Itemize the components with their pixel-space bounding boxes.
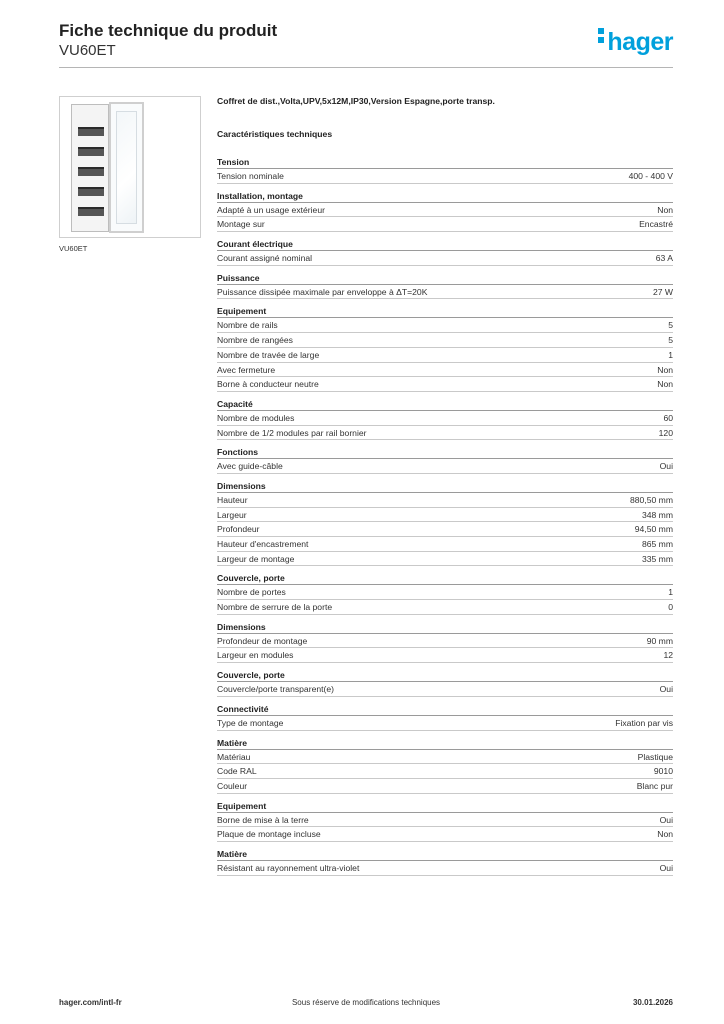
spec-value: 94,50 mm [634, 524, 673, 535]
spec-value: Oui [659, 814, 673, 825]
page-title: Fiche technique du produit [59, 21, 278, 40]
spec-value: 5 [668, 335, 673, 346]
spec-group-title: Matière [217, 737, 673, 750]
spec-group [217, 190, 673, 232]
spec-label: Nombre de rails [217, 320, 278, 331]
section-heading: Caractéristiques techniques [217, 129, 333, 139]
spec-label: Nombre de serrure de la porte [217, 602, 333, 613]
spec-value: Oui [659, 461, 673, 472]
spec-label: Hauteur d'encastrement [217, 539, 309, 549]
spec-row [217, 600, 673, 615]
spec-group-title: Couvercle, porte [217, 572, 673, 585]
spec-label: Largeur [217, 509, 247, 520]
spec-group-title: Capacité [217, 398, 673, 411]
spec-label: Largeur de montage [217, 553, 295, 564]
spec-row [217, 459, 673, 474]
spec-row [217, 537, 673, 552]
spec-row [217, 411, 673, 426]
spec-row [217, 285, 673, 300]
rail-icon [78, 147, 104, 156]
spec-row [217, 585, 673, 600]
spec-label: Code RAL [217, 766, 257, 777]
spec-row [217, 779, 673, 794]
spec-value: Non [657, 379, 673, 390]
spec-value: 12 [663, 650, 673, 661]
spec-value: Blanc pur [636, 780, 673, 791]
spec-group [217, 398, 673, 440]
spec-row [217, 377, 673, 392]
spec-group [217, 238, 673, 266]
spec-group [217, 800, 673, 842]
spec-group [217, 480, 673, 566]
spec-row [217, 716, 673, 731]
spec-value: 1 [668, 587, 673, 598]
spec-value: 27 W [652, 286, 673, 297]
spec-row [217, 203, 673, 218]
product-image [59, 96, 201, 238]
footer-date: 30.01.2026 [632, 998, 673, 1007]
spec-value: 63 A [655, 253, 673, 264]
spec-group-title: Couvercle, porte [217, 669, 673, 682]
product-reference: VU60ET [59, 42, 116, 59]
brand-logo [598, 28, 673, 57]
spec-label: Largeur en modules [217, 650, 294, 661]
spec-group [217, 572, 673, 614]
logo-dots-icon [598, 28, 605, 46]
spec-label: Nombre de portes [217, 587, 286, 598]
spec-value: Non [657, 829, 673, 840]
spec-label: Montage sur [217, 219, 265, 230]
spec-group-title: Equipement [217, 305, 673, 318]
spec-group [217, 703, 673, 731]
spec-label: Adapté à un usage extérieur [217, 204, 325, 215]
spec-value: 1 [668, 349, 673, 360]
spec-row [217, 348, 673, 363]
spec-group-title: Connectivité [217, 703, 673, 716]
spec-group-title: Dimensions [217, 480, 673, 493]
spec-row [217, 251, 673, 266]
spec-label: Profondeur de montage [217, 635, 308, 646]
spec-row [217, 493, 673, 508]
spec-row [217, 169, 673, 184]
spec-label: Avec guide-câble [217, 461, 283, 472]
spec-label: Plaque de montage incluse [217, 829, 321, 840]
spec-group [217, 621, 673, 663]
spec-value: 120 [658, 427, 673, 438]
spec-row [217, 426, 673, 441]
spec-value: Non [657, 364, 673, 375]
transparent-door-icon [109, 102, 144, 233]
spec-label: Borne à conducteur neutre [217, 379, 319, 390]
spec-label: Couvercle/porte transparent(e) [217, 684, 335, 695]
spec-value: 9010 [653, 766, 673, 777]
spec-groups [217, 156, 673, 876]
spec-group [217, 446, 673, 474]
spec-value: 90 mm [646, 635, 673, 646]
rail-icon [78, 187, 104, 196]
spec-row [217, 217, 673, 232]
spec-row [217, 508, 673, 523]
spec-row [217, 764, 673, 779]
spec-label: Puissance dissipée maximale par enveloppe à ΔT=20K [217, 286, 428, 297]
image-caption: VU60ET [59, 244, 88, 253]
page-header [59, 20, 673, 68]
spec-group [217, 848, 673, 876]
spec-label: Couleur [217, 780, 248, 791]
rail-icon [78, 207, 104, 216]
cabinet-body-icon [71, 104, 109, 232]
specifications [217, 96, 673, 876]
footer-notice: Sous réserve de modifications techniques [291, 998, 441, 1007]
rail-icon [78, 127, 104, 136]
spec-label: Courant assigné nominal [217, 253, 313, 264]
spec-label: Matériau [217, 751, 251, 762]
spec-row [217, 813, 673, 828]
spec-group-title: Dimensions [217, 621, 673, 634]
spec-row [217, 634, 673, 649]
spec-label: Type de montage [217, 717, 284, 728]
spec-group-title: Fonctions [217, 446, 673, 459]
spec-value: Plastique [637, 751, 673, 762]
spec-value: 0 [668, 602, 673, 613]
spec-value: 348 mm [641, 509, 673, 520]
product-name: Coffret de dist.,Volta,UPV,5x12M,IP30,Version Espagne,porte transp. [217, 96, 495, 106]
spec-value: 60 [663, 412, 673, 423]
spec-group-title: Installation, montage [217, 190, 673, 203]
spec-label: Nombre de rangées [217, 335, 293, 346]
spec-label: Tension nominale [217, 171, 284, 181]
spec-value: 865 mm [641, 539, 673, 549]
spec-row [217, 682, 673, 697]
spec-row [217, 827, 673, 842]
spec-group [217, 156, 673, 184]
spec-label: Hauteur [217, 494, 248, 505]
spec-row [217, 333, 673, 348]
spec-label: Profondeur [217, 524, 260, 535]
spec-group-title: Tension [217, 156, 673, 169]
spec-row [217, 648, 673, 663]
spec-value: Oui [659, 684, 673, 695]
spec-row [217, 750, 673, 765]
spec-label: Nombre de modules [217, 412, 295, 423]
door-glass [116, 111, 137, 224]
brand-name: hager [607, 28, 673, 56]
spec-group [217, 737, 673, 794]
spec-value: 880,50 mm [630, 494, 673, 505]
spec-row [217, 363, 673, 378]
spec-group-title: Equipement [217, 800, 673, 813]
spec-value: 400 - 400 V [628, 171, 673, 181]
spec-group-title: Courant électrique [217, 238, 673, 251]
spec-label: Nombre de 1/2 modules par rail bornier [217, 427, 367, 438]
spec-value: Encastré [639, 219, 673, 230]
spec-group [217, 272, 673, 300]
spec-label: Nombre de travée de large [217, 349, 320, 360]
spec-value: Oui [659, 862, 673, 873]
spec-row [217, 552, 673, 567]
rail-icon [78, 167, 104, 176]
spec-group [217, 669, 673, 697]
spec-row [217, 522, 673, 537]
spec-row [217, 861, 673, 876]
spec-label: Avec fermeture [217, 364, 276, 375]
spec-value: Fixation par vis [615, 717, 673, 728]
spec-row [217, 318, 673, 333]
spec-group-title: Matière [217, 848, 673, 861]
header-divider [59, 67, 673, 68]
spec-label: Résistant au rayonnement ultra-violet [217, 862, 360, 873]
spec-group [217, 305, 673, 391]
spec-group-title: Puissance [217, 272, 673, 285]
spec-value: 335 mm [641, 553, 673, 564]
spec-value: Non [657, 204, 673, 215]
spec-label: Borne de mise à la terre [217, 814, 309, 825]
footer-website: hager.com/intl-fr [59, 998, 122, 1007]
spec-value: 5 [668, 320, 673, 331]
